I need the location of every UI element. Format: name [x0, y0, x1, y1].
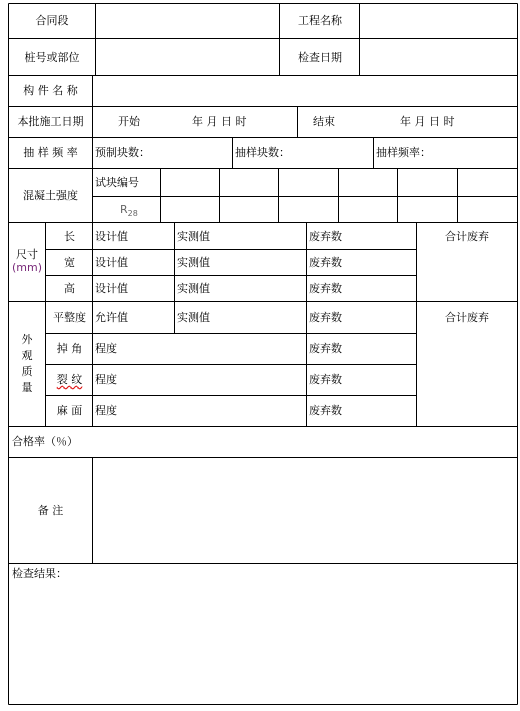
flatness-discard-label: 废弃数 — [309, 311, 342, 324]
specimen-number-label: 试块编号 — [95, 176, 139, 189]
dimension-height-label: 高 — [64, 282, 75, 295]
pass-rate-field[interactable] — [93, 427, 517, 457]
flatness-allow-label: 允许值 — [95, 311, 128, 324]
height-discard-label: 废弃数 — [309, 282, 342, 295]
length-measured-label: 实测值 — [177, 230, 210, 243]
contract-section-field[interactable] — [96, 4, 279, 38]
prefab-count-label: 预制块数： — [95, 146, 150, 159]
corner-chip-degree-label: 程度 — [95, 342, 117, 355]
crack-label: 裂 纹 — [56, 373, 83, 386]
pile-or-part-label: 桩号或部位 — [24, 51, 80, 64]
height-measured-label: 实测值 — [177, 282, 210, 295]
pass-rate-label: 合格率（％） — [12, 435, 78, 448]
flatness-label: 平整度 — [53, 311, 86, 324]
remark-label: 备 注 — [37, 504, 64, 517]
dimension-width-label: 宽 — [64, 256, 75, 269]
batch-date-label: 本批施工日期 — [17, 115, 84, 128]
dimension-total-discard-label: 合计废弃 — [445, 230, 489, 243]
strength-symbol: R — [120, 203, 128, 216]
appearance-label: 外观质量 — [21, 333, 33, 394]
batch-end-date[interactable]: 年 月 日 时 — [400, 115, 455, 128]
check-date-field[interactable] — [360, 39, 517, 75]
sampling-label: 抽 样 频 率 — [23, 146, 78, 159]
pitting-discard-label: 废弃数 — [309, 404, 342, 417]
length-design-label: 设计值 — [95, 230, 128, 243]
width-discard-label: 废弃数 — [309, 256, 342, 269]
flatness-measured-label: 实测值 — [177, 311, 210, 324]
dimension-label — [8, 248, 46, 274]
strength-subscript: 28 — [127, 209, 138, 219]
corner-chip-label: 掉 角 — [56, 342, 83, 355]
height-design-label: 设计值 — [95, 282, 128, 295]
contract-section-label: 合同段 — [35, 14, 69, 27]
concrete-strength-label: 混凝土强度 — [23, 189, 78, 202]
corner-chip-discard-label: 废弃数 — [309, 342, 342, 355]
remark-field[interactable] — [93, 458, 517, 563]
pitting-label: 麻 面 — [56, 404, 83, 417]
appearance-total-discard-label: 合计废弃 — [445, 311, 489, 324]
sampled-count-label: 抽样块数： — [235, 146, 290, 159]
width-design-label: 设计值 — [95, 256, 128, 269]
batch-start-label: 开始 — [118, 115, 140, 128]
dimension-title: 尺寸 — [16, 248, 38, 261]
project-name-label: 工程名称 — [298, 14, 342, 27]
dimension-length-label: 长 — [64, 230, 75, 243]
sampling-rate-label: 抽样频率： — [376, 146, 431, 159]
batch-end-label: 结束 — [313, 115, 335, 128]
component-name-label: 构 件 名 称 — [23, 84, 78, 97]
check-result-label: 检查结果： — [12, 567, 67, 580]
crack-degree-label: 程度 — [95, 373, 117, 386]
check-date-label: 检查日期 — [298, 51, 342, 64]
pitting-degree-label: 程度 — [95, 404, 117, 417]
pile-or-part-field[interactable] — [96, 39, 279, 75]
check-result-field[interactable] — [9, 582, 517, 704]
length-discard-label: 废弃数 — [309, 230, 342, 243]
batch-start-date[interactable]: 年 月 日 时 — [192, 115, 247, 128]
component-name-field[interactable] — [93, 76, 517, 106]
strength-r28-label — [118, 203, 138, 220]
width-measured-label: 实测值 — [177, 256, 210, 269]
crack-discard-label: 废弃数 — [309, 373, 342, 386]
dimension-unit: (mm) — [11, 261, 42, 274]
project-name-field[interactable] — [360, 4, 517, 38]
